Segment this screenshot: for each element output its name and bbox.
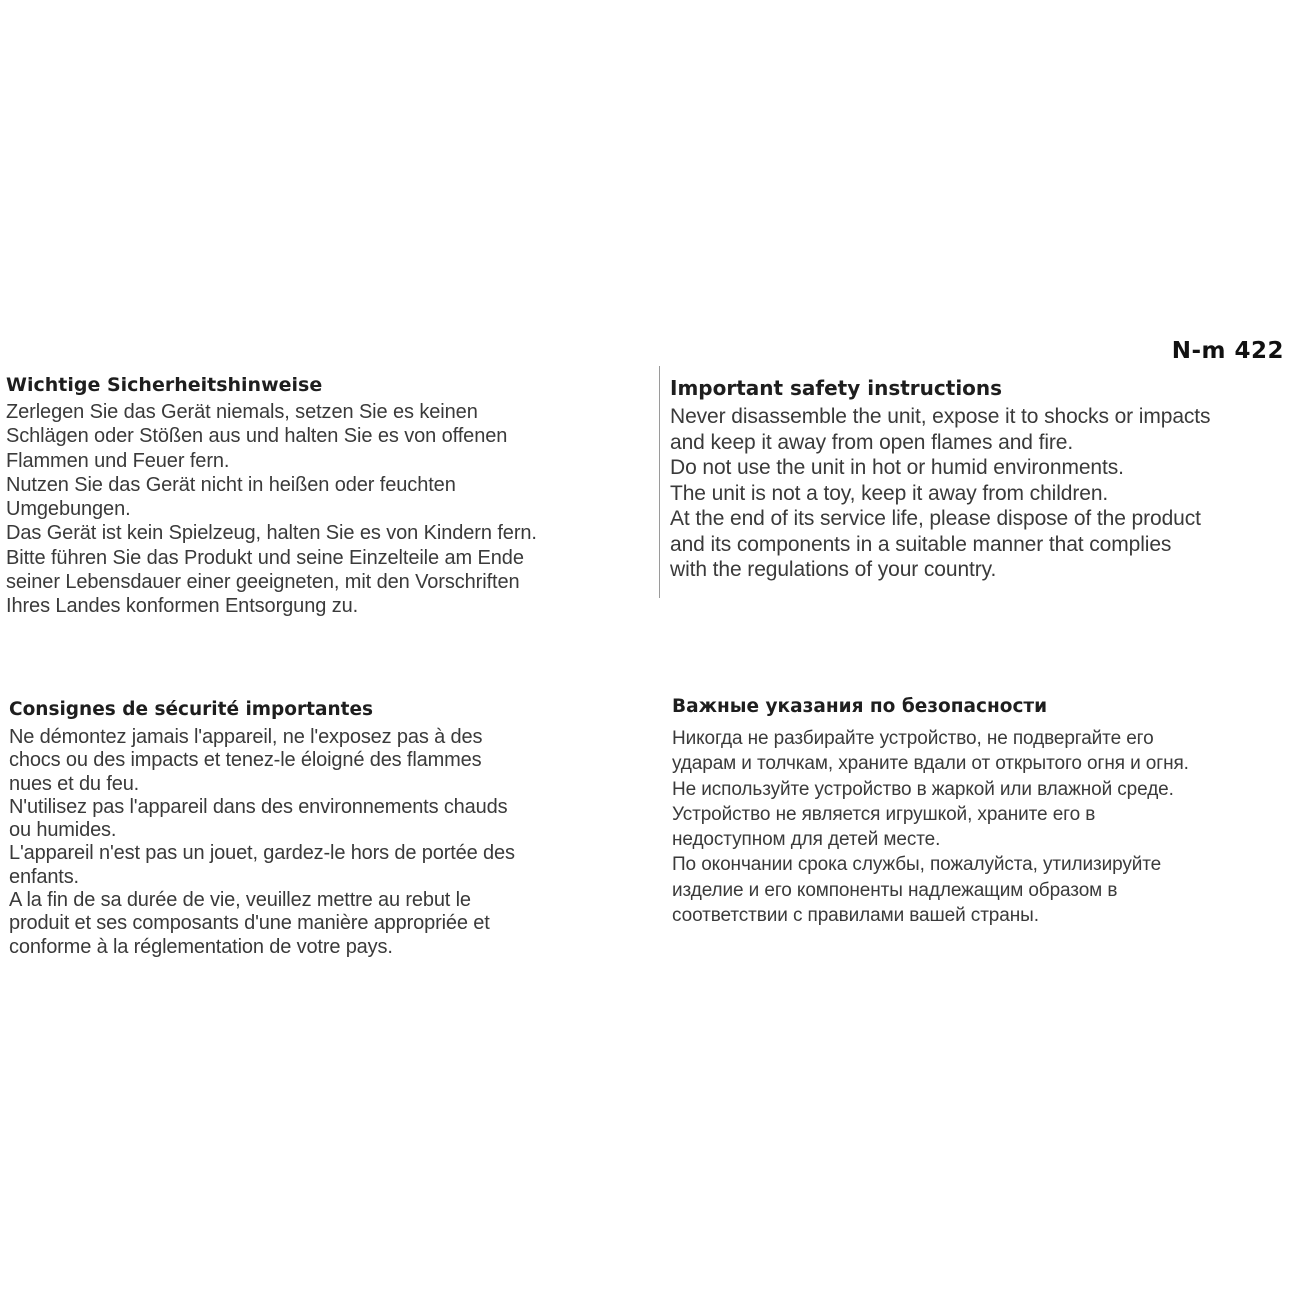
french-line: produit et ses composants d'une manière appropriée et — [9, 912, 490, 935]
russian-line: ударам и толчкам, храните вдали от открытого огня и огня. — [672, 753, 1189, 775]
russian-line: Не используйте устройство в жаркой или влажной среде. — [672, 778, 1174, 800]
french-line: nues et du feu. — [9, 772, 140, 795]
model-number: N-m 422 — [1171, 338, 1284, 364]
french-safety-section — [9, 698, 515, 959]
russian-line: недоступном для детей месте. — [672, 829, 941, 851]
german-line: Flammen und Feuer fern. — [6, 449, 230, 472]
french-title: Consignes de sécurité importantes — [9, 699, 374, 720]
german-line: Ihres Landes konformen Entsorgung zu. — [6, 595, 359, 618]
german-text — [6, 400, 537, 619]
french-line: conforme à la réglementation de votre pays. — [9, 935, 393, 958]
english-line: with the regulations of your country. — [670, 558, 997, 581]
english-line: Do not use the unit in hot or humid environments. — [670, 456, 1124, 479]
column-divider — [659, 366, 660, 598]
french-line: chocs ou des impacts et tenez-le éloigné des flammes — [9, 749, 482, 772]
russian-line: соответствии с правилами вашей страны. — [672, 905, 1039, 927]
russian-line: Никогда не разбирайте устройство, не подвергайте его — [672, 728, 1154, 749]
french-text — [9, 726, 515, 959]
german-line: Bitte führen Sie das Produkt und seine Einzelteile am Ende — [6, 546, 524, 569]
french-line: Ne démontez jamais l'appareil, ne l'exposez pas à des — [9, 726, 483, 748]
russian-line: изделие и его компоненты надлежащим образом в — [672, 879, 1118, 901]
german-title: Wichtige Sicherheitshinweise — [6, 374, 323, 396]
english-title: Important safety instructions — [670, 376, 1003, 400]
russian-title: Важные указания по безопасности — [672, 696, 1048, 717]
french-line: A la fin de sa durée de vie, veuillez mettre au rebut le — [9, 889, 471, 912]
german-line: Umgebungen. — [6, 498, 131, 521]
french-line: ou humides. — [9, 819, 117, 842]
english-line: At the end of its service life, please dispose of the product — [670, 507, 1201, 530]
english-line: The unit is not a toy, keep it away from children. — [670, 481, 1109, 505]
russian-text — [672, 726, 1189, 928]
french-line: L'appareil n'est pas un jouet, gardez-le hors de portée des — [9, 842, 515, 865]
english-safety-section — [670, 376, 1210, 583]
german-line: Zerlegen Sie das Gerät niemals, setzen Sie es keinen — [6, 401, 478, 423]
german-line: Nutzen Sie das Gerät nicht in heißen oder feuchten — [6, 473, 456, 496]
russian-safety-section — [672, 695, 1189, 928]
german-line: Das Gerät ist kein Spielzeug, halten Sie es von Kindern fern. — [6, 522, 537, 545]
english-line: and its components in a suitable manner that complies — [670, 532, 1172, 556]
german-safety-section — [6, 373, 537, 619]
french-line: N'utilisez pas l'appareil dans des environnements chauds — [9, 795, 508, 818]
russian-line: По окончании срока службы, пожалуйста, утилизируйте — [672, 854, 1162, 876]
english-line: and keep it away from open flames and fire. — [670, 430, 1074, 454]
english-text — [670, 404, 1210, 583]
french-line: enfants. — [9, 865, 79, 888]
russian-line: Устройство не является игрушкой, храните его в — [672, 803, 1096, 825]
german-line: seiner Lebensdauer einer geeigneten, mit den Vorschriften — [6, 571, 520, 594]
english-line: Never disassemble the unit, expose it to shocks or impacts — [670, 405, 1211, 428]
german-line: Schlägen oder Stößen aus und halten Sie es von offenen — [6, 425, 508, 448]
